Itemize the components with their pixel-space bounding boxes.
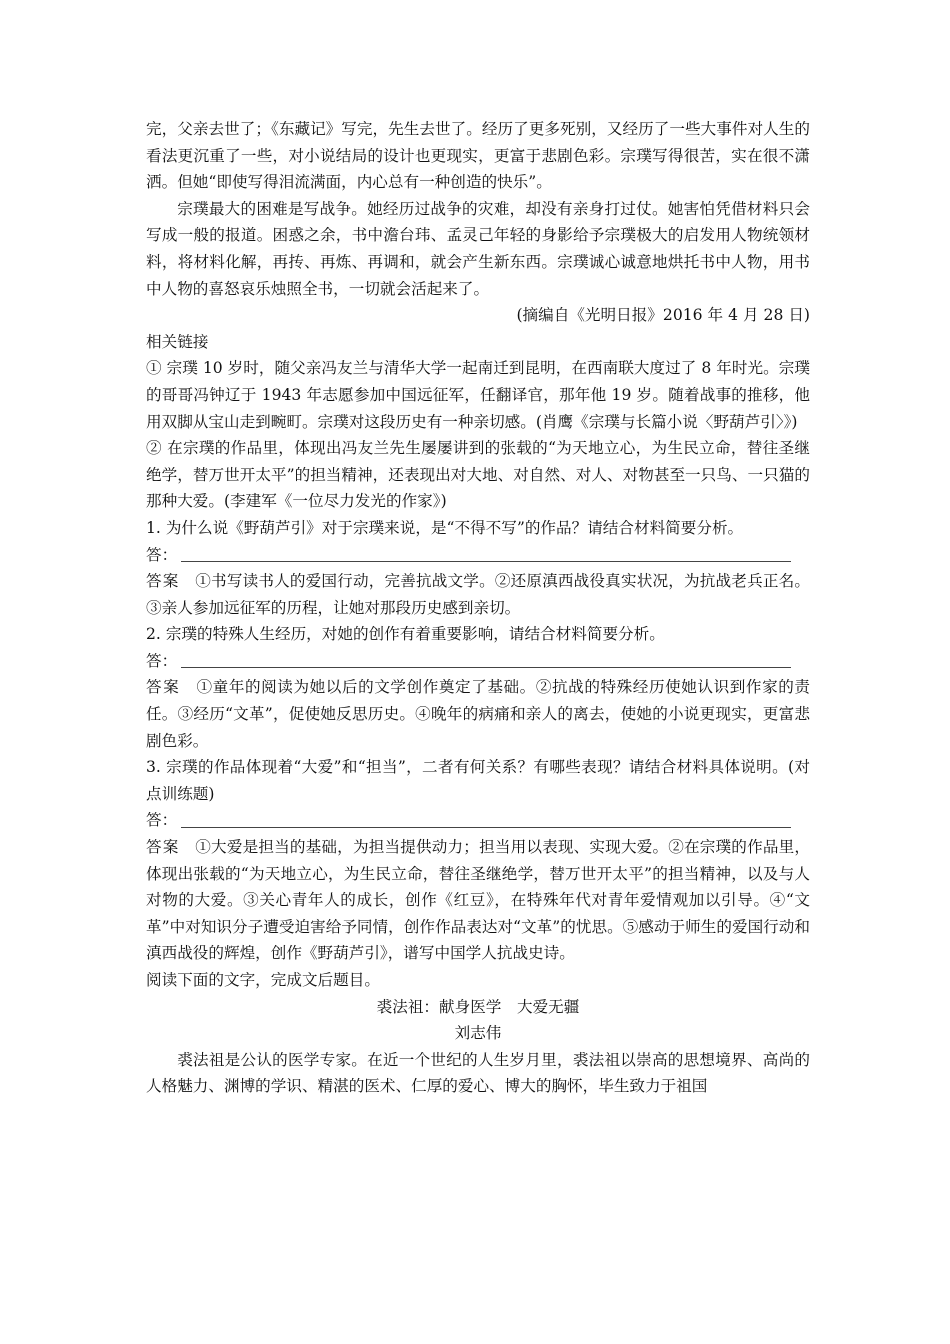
answer-prefix: 答： bbox=[146, 811, 178, 830]
document-page bbox=[146, 116, 810, 1100]
article-title: 裘法祖：献身医学 大爱无疆 bbox=[376, 997, 580, 1016]
question-3: 3. 宗璞的作品体现着“大爱”和“担当”，二者有何关系？有哪些表现？请结合材料具体说明。(对点训练题) bbox=[146, 758, 810, 803]
article-paragraph: 裘法祖是公认的医学专家。在近一个世纪的人生岁月里，裘法祖以崇高的思想境界、高尚的人格魅力、渊博的学识、精湛的医术、仁厚的爱心、博大的胸怀，毕生致力于祖国 bbox=[146, 1050, 810, 1096]
answer-key-text: ①童年的阅读为她以后的文学创作奠定了基础。②抗战的特殊经历使她认识到作家的责任。③经历“文革”，促使她反思历史。④晚年的病痛和亲人的离去，使她的小说更现实，更富悲剧色彩。 bbox=[146, 678, 810, 750]
answer-key-2 bbox=[146, 674, 810, 754]
related-item-2: ② 在宗璞的作品里，体现出冯友兰先生屡屡讲到的张载的“为天地立心，为生民立命，替往圣继绝学，替万世开太平”的担当精神，还表现出对大地、对自然、对人、对物甚至一只鸟、一只猫的那种大爱。(李建军《一位尽力发光的作家》) bbox=[146, 439, 810, 511]
answer-key-text: ①书写读书人的爱国行动，完善抗战文学。②还原滇西战役真实状况，为抗战老兵正名。③亲人参加远征军的历程，让她对那段历史感到亲切。 bbox=[146, 572, 810, 617]
answer-blank bbox=[181, 811, 791, 828]
article-author: 刘志伟 bbox=[454, 1024, 502, 1043]
answer-blank bbox=[181, 651, 791, 668]
answer-line-3 bbox=[146, 807, 810, 834]
intro-paragraph-1: 完，父亲去世了；《东藏记》写完，先生去世了。经历了更多死别，又经历了一些大事件对人生的看法更沉重了一些，对小说结局的设计也更现实，更富于悲剧色彩。宗璞写得很苦，实在很不潇洒。但她“即使写得泪流满面，内心总有一种创造的快乐”。 bbox=[146, 120, 810, 192]
answer-line-1 bbox=[146, 542, 810, 569]
answer-key-1 bbox=[146, 568, 810, 621]
answer-key-3 bbox=[146, 834, 810, 967]
question-2: 2. 宗璞的特殊人生经历，对她的创作有着重要影响，请结合材料简要分析。 bbox=[146, 625, 665, 644]
answer-key-label: 答案 bbox=[146, 678, 181, 697]
intro-paragraph-2: 宗璞最大的困难是写战争。她经历过战争的灾难，却没有亲身打过仗。她害怕凭借材料只会写成一般的报道。困惑之余，书中澹台玮、孟灵己年轻的身影给予宗璞极大的启发用人物统领材料，将材料化解，再抟、再炼、再调和，就会产生新东西。宗璞诚心诚意地烘托书中人物，用书中人物的喜怒哀乐烛照全书，一切就会活起来了。 bbox=[146, 199, 810, 298]
answer-line-2 bbox=[146, 648, 810, 675]
question-1: 1. 为什么说《野葫芦引》对于宗璞来说，是“不得不写”的作品？请结合材料简要分析。 bbox=[146, 518, 744, 537]
source-citation: (摘编自《光明日报》2016 年 4 月 28 日) bbox=[516, 306, 810, 325]
related-item-1: ① 宗璞 10 岁时，随父亲冯友兰与清华大学一起南迁到昆明，在西南联大度过了 8 年时光。宗璞的哥哥冯钟辽于 1943 年志愿参加中国远征军，任翻译官，那年他 19 岁。随着战事的推移，他用双脚从宝山走到畹町。宗璞对这段历史有一种亲切感。(肖鹰《宗璞与长篇小说〈野葫芦引〉》) bbox=[146, 359, 810, 431]
answer-blank bbox=[181, 545, 791, 562]
answer-prefix: 答： bbox=[146, 651, 178, 670]
reading-prompt: 阅读下面的文字，完成文后题目。 bbox=[146, 971, 380, 989]
related-links-title: 相关链接 bbox=[146, 332, 209, 351]
answer-key-label: 答案 bbox=[146, 838, 180, 857]
answer-key-text: ①大爱是担当的基础，为担当提供动力；担当用以表现、实现大爱。②在宗璞的作品里，体现出张载的“为天地立心，为生民立命，替往圣继绝学，替万世开太平”的担当精神，以及与人对物的大爱。③关心青年人的成长，创作《红豆》，在特殊年代对青年爱情观加以引导。④“文革”中对知识分子遭受迫害给予同情，创作作品表达对“文革”的忧思。⑤感动于师生的爱国行动和滇西战役的辉煌，创作《野葫芦引》，谱写中国学人抗战史诗。 bbox=[146, 838, 810, 963]
answer-key-label: 答案 bbox=[146, 572, 180, 591]
answer-prefix: 答： bbox=[146, 545, 178, 564]
